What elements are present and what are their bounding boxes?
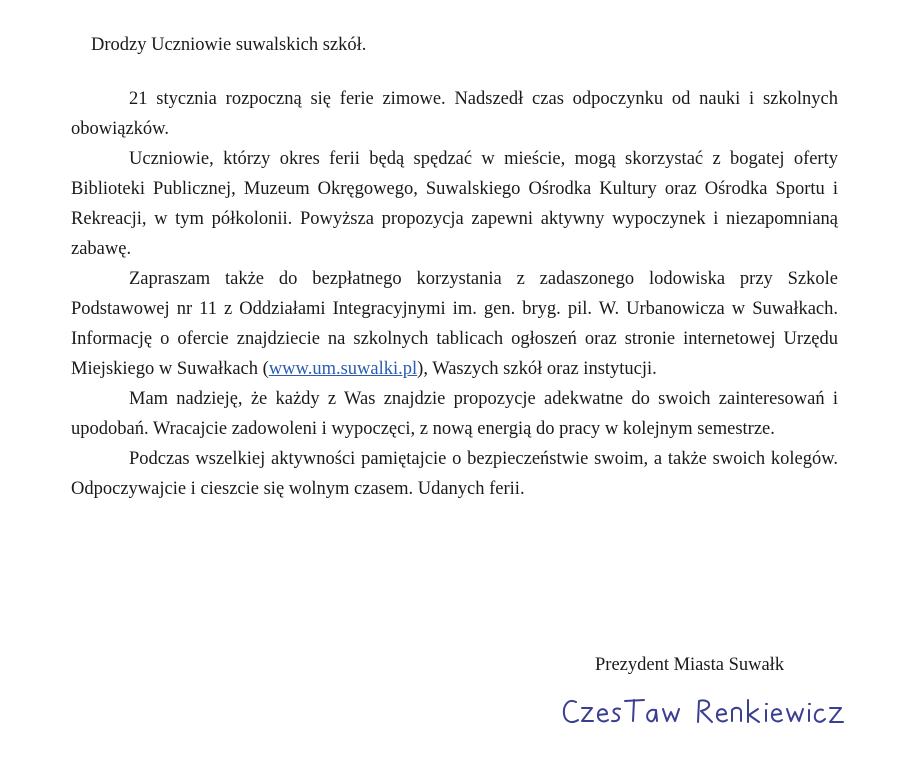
paragraph-hopes: Mam nadzieję, że każdy z Was znajdzie propozycje adekwatne do swoich zainteresowań i upodobań. Wracajcie zadowoleni i wypoczęci, z nową energią do pracy w kolejnym semestrze. xyxy=(71,389,838,439)
paragraph-ferie-start: 21 stycznia rozpoczną się ferie zimowe. Nadszedł czas odpoczynku od nauki i szkolnych obowiązków. xyxy=(71,89,838,139)
paragraph-ice-rink xyxy=(71,264,838,384)
paragraph-ice-rink-tail: ), Waszych szkół oraz instytucji. xyxy=(417,359,657,379)
paragraph-safety: Podczas wszelkiej aktywności pamiętajcie o bezpieczeństwie swoim, a także swoich kolegów. Odpoczywajcie i cieszcie się wolnym czasem. Udanych ferii. xyxy=(71,449,838,499)
letter-greeting: Drodzy Uczniowie suwalskich szkół. xyxy=(91,35,367,55)
paragraph-city-offers: Uczniowie, którzy okres ferii będą spędzać w mieście, mogą skorzystać z bogatej oferty Biblioteki Publicznej, Muzeum Okręgowego, Suwalskiego Ośrodka Kultury oraz Ośrodka Sportu i Rekreacji, w tym półkolonii. Powyższa propozycja zapewni aktywny wypoczynek i niezapomnianą zabawę. xyxy=(71,149,838,259)
paragraph-ice-rink-text: Zapraszam także do bezpłatnego korzystania z zadaszonego lodowiska przy Szkole Podstawowej nr 11 z Oddziałami Integracyjnymi im. gen. bryg. pil. W. Urbanowicza w Suwałkach. Informację o ofercie znajdziecie na szkolnych tablicach ogłoszeń oraz stronie internetowej Urzędu Miejskiego w Suwałkach ( xyxy=(71,269,838,379)
handwritten-signature xyxy=(560,688,850,734)
letter-body xyxy=(71,84,838,504)
signatory-title: Prezydent Miasta Suwałk xyxy=(595,655,785,675)
city-website-link[interactable]: www.um.suwalki.pl xyxy=(268,359,418,379)
